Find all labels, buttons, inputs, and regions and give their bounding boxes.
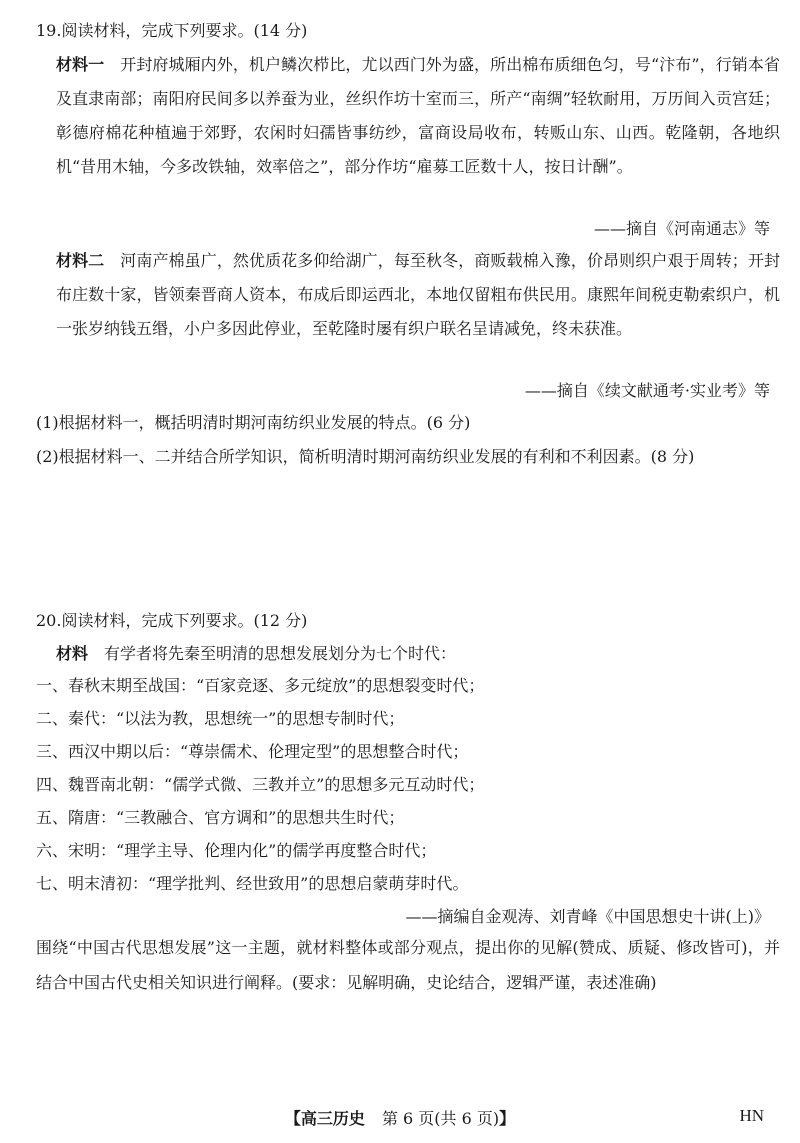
- q19-material-1-source: ——摘自《河南通志》等: [593, 219, 770, 238]
- q20-era-7: 七、明末清初：“理学批判、经世致用”的思想启蒙萌芽时代。: [36, 874, 469, 893]
- q19-material-2-label: 材料二: [56, 251, 105, 270]
- q19-material-2-source: ——摘自《续文献通考·实业考》等: [524, 381, 770, 400]
- footer-subject: 高三历史: [300, 1109, 365, 1128]
- q20-material-source: ——摘编自金观涛、刘青峰《中国思想史十讲(上)》: [405, 907, 770, 926]
- footer-page-info: 第 6 页(共 6 页): [381, 1109, 500, 1128]
- page-footer: [0, 1106, 800, 1129]
- q20-material-intro-text: 有学者将先秦至明清的思想发展划分为七个时代：: [104, 644, 457, 663]
- q19-subquestion-2: (2)根据材料一、二并结合所学知识，简析明清时期河南纺织业发展的有利和不利因素。(8 分): [36, 447, 695, 466]
- q20-material-label: 材料: [56, 644, 89, 663]
- q19-material-1: [56, 48, 780, 184]
- q20-era-6: 六、宋明：“理学主导、伦理内化”的儒学再度整合时代；: [36, 841, 437, 860]
- footer-region-code: HN: [739, 1106, 764, 1125]
- q19-material-1-text: 开封府城厢内外，机户鳞次栉比，尤以西门外为盛，所出棉布质细色匀，号“汴布”，行销本省及直隶南部；南阳府民间多以养蚕为业，丝织作坊十室而三，所产“南绸”轻软耐用，万历间入贡宫廷；彰德府棉花种植遍于郊野，农闲时妇孺皆事纺纱，富商设局收布，转贩山东、山西。乾隆朝，各地织机“昔用木轴，今多改铁轴，效率倍之”，部分作坊“雇募工匠数十人，按日计酬”。: [56, 55, 780, 176]
- q20-era-3: 三、西汉中期以后：“尊崇儒术、伦理定型”的思想整合时代；: [36, 742, 469, 761]
- footer-bracket-close: 】: [499, 1109, 516, 1128]
- q20-heading: 20.阅读材料，完成下列要求。(12 分): [36, 611, 308, 630]
- q20-era-1: 一、春秋末期至战国：“百家竞逐、多元绽放”的思想裂变时代；: [36, 676, 485, 695]
- q20-era-5: 五、隋唐：“三教融合、官方调和”的思想共生时代；: [36, 808, 405, 827]
- q19-material-2-text: 河南产棉虽广，然优质花多仰给湖广，每至秋冬，商贩载棉入豫，价昂则织户艰于周转；开封布庄数十家，皆领秦晋商人资本，布成后即运西北，本地仅留粗布供民用。康熙年间税吏勒索织户，机一张岁纳钱五缗，小户多因此停业，至乾隆时屡有织户联名呈请减免，终未获准。: [56, 251, 780, 338]
- q19-material-2: [56, 244, 780, 346]
- footer-bracket-open: 【: [284, 1109, 301, 1128]
- q19-subquestion-1: (1)根据材料一，概括明清时期河南纺织业发展的特点。(6 分): [36, 413, 471, 432]
- q20-task: 围绕“中国古代思想发展”这一主题，就材料整体或部分观点，提出你的见解(赞成、质疑、修改皆可)，并结合中国古代史相关知识进行阐释。(要求：见解明确，史论结合，逻辑严谨，表述准确): [36, 938, 780, 992]
- q20-era-4: 四、魏晋南北朝：“儒学式微、三教并立”的思想多元互动时代；: [36, 775, 485, 794]
- q20-material-intro: [56, 641, 456, 664]
- q19-material-1-label: 材料一: [56, 55, 105, 74]
- q20-era-2: 二、秦代：“以法为教，思想统一”的思想专制时代；: [36, 709, 405, 728]
- q19-heading: 19.阅读材料，完成下列要求。(14 分): [36, 21, 308, 40]
